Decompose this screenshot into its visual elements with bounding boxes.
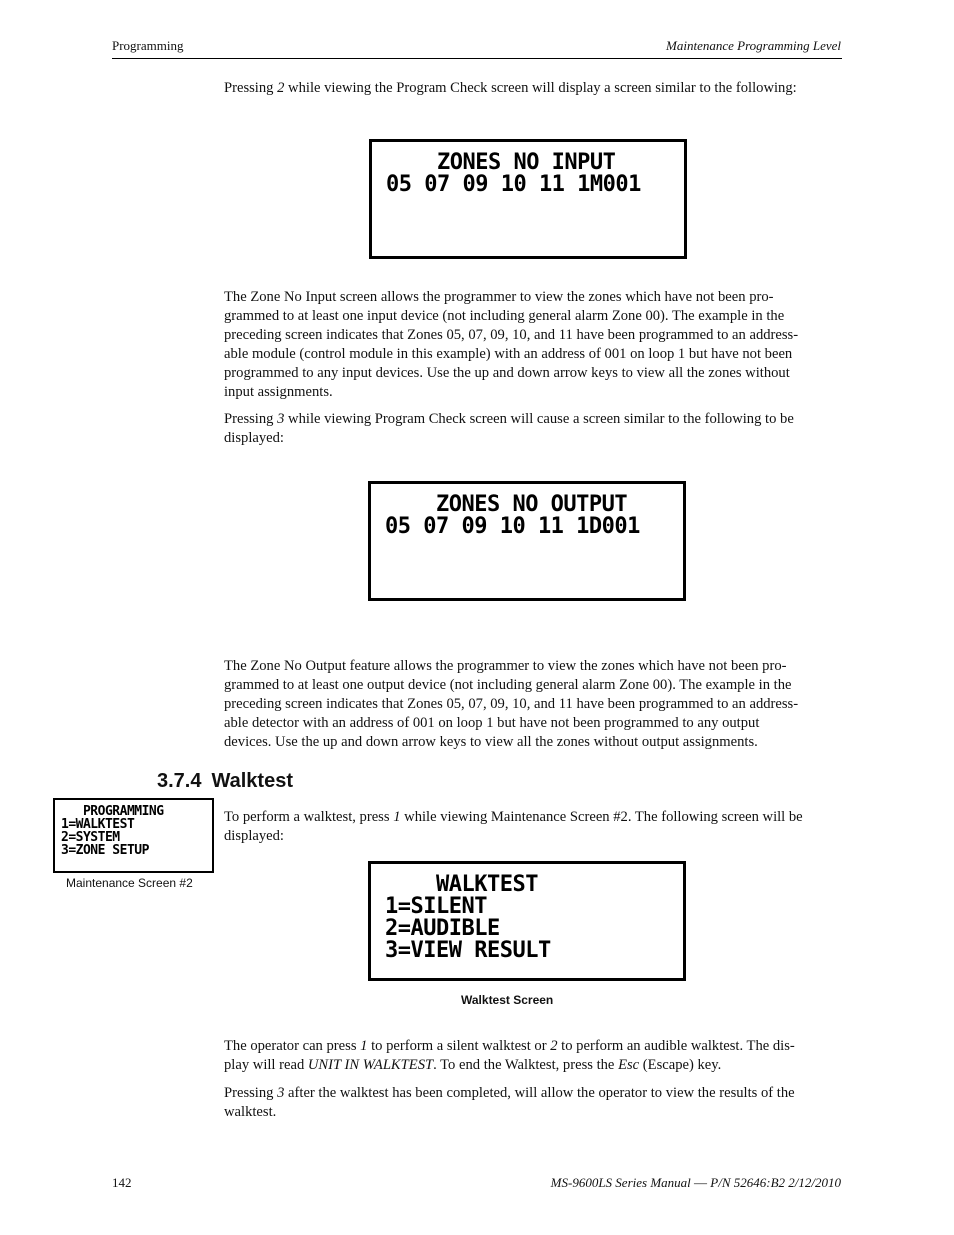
paragraph-perform-walktest: To perform a walktest, press 1 while viewing Maintenance Screen #2. The following screen will be displayed: bbox=[224, 809, 803, 844]
paragraph-zone-no-output: The Zone No Output feature allows the programmer to view the zones which have not been pro- grammed to at least one output device (not including general alarm Zone 00). The example in the preceding screen indicates that Zones 05, 07, 09, 10, and 11 have been programmed to an address- able detector with an address of 001 on loop 1 but have not been programmed to any output devices. Use the up and down arrow keys to view all the zones without output assignments. bbox=[224, 658, 799, 750]
paragraph-operator-press: The operator can press 1 to perform a silent walktest or 2 to perform an audible walktest. The dis- play will read UNIT IN WALKTEST. To end the Walktest, press the Esc (Escape) key. bbox=[224, 1038, 795, 1073]
lcd-line: ZONES NO OUTPUT bbox=[385, 492, 628, 517]
lcd-line: 3=ZONE SETUP bbox=[61, 843, 149, 858]
section-heading-walktest: 3.7.4 Walktest bbox=[157, 770, 293, 792]
lcd-zones-no-output bbox=[368, 481, 686, 601]
lcd-line: WALKTEST bbox=[385, 872, 538, 897]
header-chapter-title: Maintenance Programming Level bbox=[666, 38, 841, 53]
lcd-line: 1=WALKTEST bbox=[61, 817, 135, 832]
lcd-line: 05 07 09 10 11 1D001 bbox=[385, 514, 640, 539]
lcd-walktest-screen bbox=[368, 861, 686, 981]
lcd-line: 1=SILENT bbox=[385, 894, 487, 919]
header-rule bbox=[112, 58, 842, 59]
lcd-line: 3=VIEW RESULT bbox=[385, 938, 551, 963]
caption-maintenance-screen-2: Maintenance Screen #2 bbox=[66, 876, 193, 890]
caption-walktest-screen: Walktest Screen bbox=[461, 993, 554, 1007]
page-number: 142 bbox=[112, 1175, 132, 1190]
footer-manual-info: MS-9600LS Series Manual — P/N 52646:B2 2/12/2010 bbox=[550, 1175, 841, 1190]
lcd-maintenance-screen-2 bbox=[53, 798, 214, 873]
lcd-line: 05 07 09 10 11 1M001 bbox=[386, 172, 641, 197]
lcd-line: 2=SYSTEM bbox=[61, 830, 120, 845]
lcd-line: 2=AUDIBLE bbox=[385, 916, 500, 941]
paragraph-zone-no-input: The Zone No Input screen allows the programmer to view the zones which have not been pro- grammed to at least one input device (not including general alarm Zone 00). The example in the preceding screen indicates that Zones 05, 07, 09, 10, and 11 have been programmed to an address- able module (control module in this example) with an address of 001 on loop 1 but have not been programmed to any input devices. Use the up and down arrow keys to view all the zones without input assignments. bbox=[224, 289, 799, 400]
lcd-zones-no-input bbox=[369, 139, 687, 259]
lcd-line: ZONES NO INPUT bbox=[386, 150, 616, 175]
lcd-line: PROGRAMMING bbox=[61, 804, 164, 819]
paragraph-pressing-3-results: Pressing 3 after the walktest has been completed, will allow the operator to view the results of the walktest. bbox=[224, 1085, 795, 1120]
paragraph-pressing-2: Pressing 2 while viewing the Program Check screen will display a screen similar to the following: bbox=[224, 80, 797, 96]
header-section-title: Programming bbox=[112, 38, 184, 53]
paragraph-pressing-3: Pressing 3 while viewing Program Check screen will cause a screen similar to the following to be displayed: bbox=[224, 411, 794, 446]
